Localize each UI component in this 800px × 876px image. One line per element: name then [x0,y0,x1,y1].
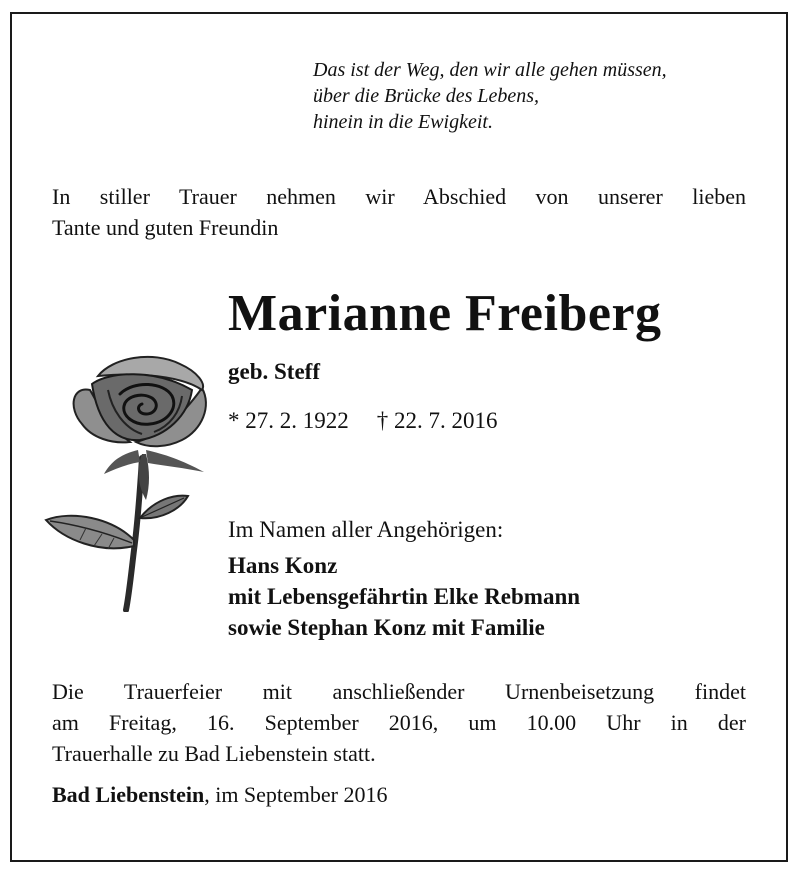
death-date: † 22. 7. 2016 [376,408,498,433]
mourner-line: sowie Stephan Konz mit Familie [228,615,545,640]
mourner-line: mit Lebensgefährtin Elke Rebmann [228,584,581,609]
deceased-name: Marianne Freiberg [228,285,662,342]
birth-name: geb. Steff [228,359,320,384]
mourner-line: Hans Konz [228,553,338,578]
life-dates [228,405,498,437]
ceremony-line: Trauerhalle zu Bad Liebenstein statt. [52,741,376,766]
ceremony-line: Die Trauerfeier mit anschließender Urnenbeisetzung findet [52,679,746,704]
closing-place: Bad Liebenstein [52,782,205,807]
closing-date: , im September 2016 [204,782,388,807]
intro-text [52,181,746,243]
poem-line: Das ist der Weg, den wir alle gehen müssen, [313,59,667,81]
ceremony-line: am Freitag, 16. September 2016, um 10.00 Uhr in der [52,710,746,735]
birth-date: * 27. 2. 1922 [228,408,349,433]
mourners-list [228,550,580,643]
poem [313,57,667,135]
intro-line: In stiller Trauer nehmen wir Abschied von unserer lieben [52,184,746,209]
rose-icon [42,350,210,612]
mourners-intro: Im Namen aller Angehörigen: [228,517,504,542]
intro-line: Tante und guten Freundin [52,215,279,240]
poem-line: über die Brücke des Lebens, [313,85,540,107]
poem-line: hinein in die Ewigkeit. [313,111,493,133]
ceremony-text [52,676,746,769]
closing-line [52,780,388,810]
